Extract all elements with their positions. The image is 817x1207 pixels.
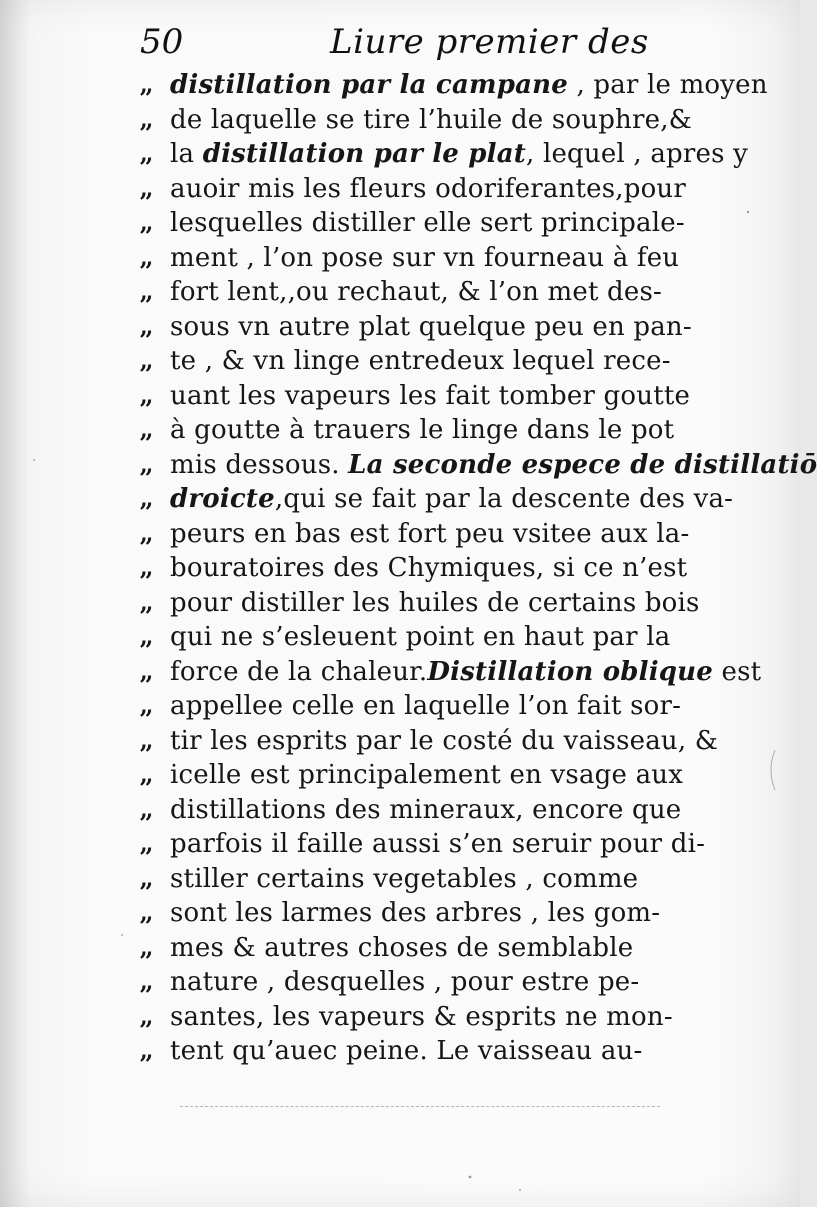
text-run: est — [713, 656, 762, 687]
bottom-rule — [180, 1106, 660, 1107]
quotation-mark: ,, — [140, 451, 152, 478]
quotation-mark: ,, — [140, 348, 152, 374]
quotation-mark: ,, — [140, 313, 152, 340]
text-line — [140, 965, 720, 1000]
quotation-mark: ,, — [140, 727, 152, 754]
line-text — [170, 862, 638, 897]
line-text — [170, 896, 660, 931]
quotation-mark: ,, — [140, 106, 152, 133]
text-line — [140, 344, 720, 379]
text-run: , par le moyen — [567, 70, 768, 100]
page-number: 50 — [140, 22, 184, 62]
line-text — [170, 827, 705, 862]
quotation-mark: ,, — [140, 72, 152, 98]
text-line — [140, 1000, 720, 1035]
text-line — [140, 862, 720, 897]
text-line — [140, 275, 720, 310]
quotation-mark: ,, — [140, 900, 152, 926]
italic-term: distillation par la campane — [170, 70, 568, 100]
quotation-mark: ,, — [140, 555, 152, 581]
text-line — [140, 310, 720, 345]
text-line — [140, 655, 762, 690]
quotation-mark: ,, — [140, 520, 152, 547]
text-run: peurs en bas est fort peu vsitee aux la- — [170, 518, 690, 549]
line-text — [170, 482, 733, 517]
text-run: lesquelles distiller elle sert principale- — [170, 208, 685, 238]
text-run: de laquelle se tire l’huile de souphre,& — [170, 104, 693, 135]
line-text — [170, 379, 690, 414]
text-run: tir les esprits par le costé du vaisseau, & — [170, 725, 719, 756]
text-line — [140, 137, 748, 172]
line-text — [170, 965, 639, 1000]
quotation-mark: ,, — [140, 831, 152, 857]
text-line — [140, 103, 720, 138]
quotation-mark: ,, — [140, 1038, 152, 1064]
text-run: bouratoires des Chymiques, si ce n’est — [170, 553, 688, 583]
text-run: stiller certains vegetables , comme — [170, 863, 639, 894]
text-line — [140, 896, 720, 931]
text-run: tent qu’auec peine. Le vaisseau au- — [170, 1036, 643, 1066]
text-run: santes, les vapeurs & esprits ne mon- — [170, 1001, 673, 1032]
text-line — [140, 793, 720, 828]
line-text — [170, 103, 692, 138]
line-text — [170, 241, 679, 276]
quotation-mark: ,, — [140, 693, 152, 719]
body-text — [140, 68, 817, 1069]
text-line — [140, 517, 720, 552]
text-line — [140, 620, 720, 655]
text-line — [140, 551, 720, 586]
text-line — [140, 413, 720, 448]
line-text — [170, 689, 681, 724]
quotation-mark: ,, — [140, 141, 152, 167]
italic-term: droicte — [170, 484, 275, 514]
quotation-mark: ,, — [140, 865, 152, 892]
text-line — [140, 482, 734, 517]
text-run: sont les larmes des arbres , les gom- — [170, 898, 661, 928]
line-text — [170, 586, 700, 621]
text-run: ,qui se fait par la descente des va- — [274, 484, 734, 514]
quotation-mark: ,, — [140, 1003, 152, 1030]
page-header — [140, 22, 660, 72]
quotation-mark: ,, — [140, 658, 152, 685]
text-line — [140, 758, 720, 793]
text-run: mis dessous. — [170, 449, 349, 480]
text-line — [140, 241, 720, 276]
text-line — [140, 1034, 720, 1069]
text-run: ment , l’on pose sur vn fourneau à feu — [170, 242, 680, 273]
line-text — [170, 68, 768, 103]
line-text — [170, 517, 689, 552]
text-run: auoir mis les fleurs odoriferantes,pour — [170, 173, 686, 204]
italic-term: distillation par le plat — [202, 139, 527, 169]
line-text — [170, 724, 718, 759]
line-text — [170, 448, 817, 483]
text-line — [140, 206, 720, 241]
line-text — [170, 206, 685, 241]
text-line — [140, 448, 817, 483]
quotation-mark: ,, — [140, 210, 152, 236]
quotation-mark: ,, — [140, 934, 152, 961]
text-run: mes & autres choses de semblable — [170, 932, 634, 963]
text-line — [140, 827, 720, 862]
text-line — [140, 689, 720, 724]
quotation-mark: ,, — [140, 244, 152, 271]
text-run: distillations des mineraux, encore que — [170, 794, 682, 825]
line-text — [170, 413, 674, 448]
line-text — [170, 172, 686, 207]
text-line — [140, 724, 720, 759]
line-text — [170, 551, 687, 586]
line-text — [170, 758, 683, 793]
binding-shadow — [0, 0, 30, 1207]
quotation-mark: ,, — [140, 762, 152, 788]
text-run: fort lent,,ou rechaut, & l’on met des- — [170, 277, 663, 307]
line-text — [170, 620, 670, 655]
text-run: , lequel , apres y — [526, 139, 748, 169]
text-line — [140, 379, 720, 414]
quotation-mark: ,, — [140, 417, 152, 443]
line-text — [170, 344, 671, 379]
text-run: force de la chaleur. — [170, 656, 428, 687]
quotation-mark: ,, — [140, 796, 152, 823]
text-run: à goutte à trauers le linge dans le pot — [170, 415, 675, 445]
text-run: uant les vapeurs les fait tomber goutte — [170, 380, 691, 411]
quotation-mark: ,, — [140, 382, 152, 409]
running-head: Liure premier des — [330, 22, 649, 62]
text-run: nature , desquelles , pour estre pe- — [170, 967, 640, 997]
quotation-mark: ,, — [140, 175, 152, 202]
line-text — [170, 137, 748, 172]
line-text — [170, 931, 633, 966]
quotation-mark: ,, — [140, 486, 152, 512]
text-run: pour distiller les huiles de certains bois — [170, 587, 700, 618]
text-run: la — [170, 139, 203, 169]
text-line — [140, 172, 720, 207]
text-run: te , & vn linge entredeux lequel rece- — [170, 346, 671, 376]
text-line — [140, 586, 720, 621]
quotation-mark: ,, — [140, 969, 152, 995]
text-run: icelle est principalement en vsage aux — [170, 760, 684, 790]
italic-term: La seconde espece de distillatiō — [348, 449, 817, 480]
quotation-mark: ,, — [140, 589, 152, 616]
line-text — [170, 310, 692, 345]
text-run: appellee celle en laquelle l’on fait sor- — [170, 691, 682, 721]
line-text — [170, 1000, 673, 1035]
quotation-mark: ,, — [140, 624, 152, 650]
line-text — [170, 793, 681, 828]
text-run: parfois il faille aussi s’en seruir pour di- — [170, 829, 706, 859]
text-run: qui ne s’esleuent point en haut par la — [170, 622, 671, 652]
text-line — [140, 68, 768, 103]
quotation-mark: ,, — [140, 279, 152, 305]
italic-term: Distillation oblique — [427, 656, 714, 687]
line-text — [170, 1034, 642, 1069]
line-text — [170, 275, 662, 310]
line-text — [170, 655, 761, 690]
text-run: sous vn autre plat quelque peu en pan- — [170, 311, 692, 342]
text-line — [140, 931, 720, 966]
